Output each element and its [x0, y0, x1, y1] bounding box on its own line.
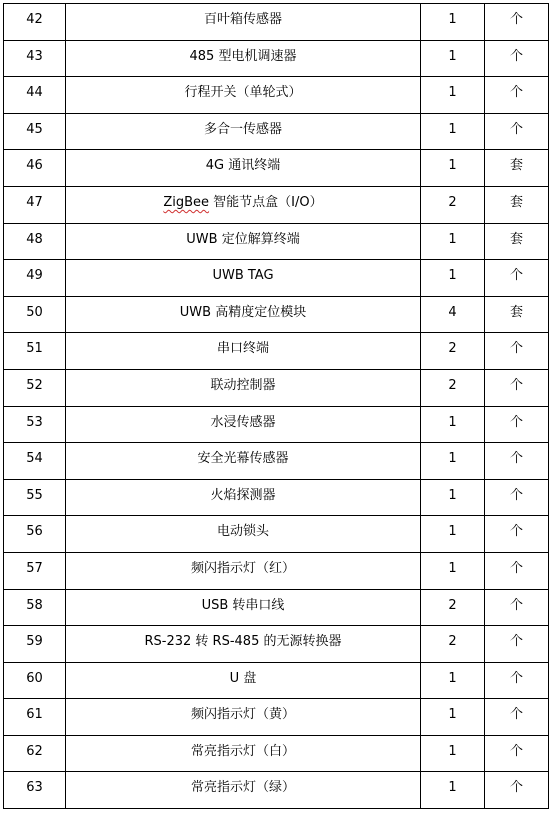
row-number: 52: [4, 369, 66, 406]
item-quantity: 2: [421, 333, 485, 370]
item-unit: 个: [485, 552, 549, 589]
item-name: U 盘: [66, 662, 421, 699]
row-number: 51: [4, 333, 66, 370]
row-number: 48: [4, 223, 66, 260]
table-row: [4, 735, 549, 772]
row-number: 58: [4, 589, 66, 626]
table-row: [4, 406, 549, 443]
item-unit: 个: [485, 699, 549, 736]
item-quantity: 1: [421, 443, 485, 480]
item-quantity: 1: [421, 699, 485, 736]
item-quantity: 1: [421, 735, 485, 772]
item-name: 频闪指示灯（黄）: [66, 699, 421, 736]
row-number: 57: [4, 552, 66, 589]
item-unit: 个: [485, 589, 549, 626]
item-unit: 个: [485, 735, 549, 772]
row-number: 54: [4, 443, 66, 480]
item-quantity: 1: [421, 4, 485, 41]
item-unit: 个: [485, 772, 549, 809]
row-number: 45: [4, 113, 66, 150]
table-row: [4, 333, 549, 370]
item-name: 485 型电机调速器: [66, 40, 421, 77]
item-quantity: 1: [421, 552, 485, 589]
item-quantity: 1: [421, 516, 485, 553]
row-number: 63: [4, 772, 66, 809]
item-quantity: 2: [421, 589, 485, 626]
table-row: [4, 4, 549, 41]
item-unit: 个: [485, 662, 549, 699]
table-row: [4, 699, 549, 736]
table-row: [4, 589, 549, 626]
spellcheck-flagged-word: ZigBee: [163, 194, 210, 210]
row-number: 62: [4, 735, 66, 772]
row-number: 43: [4, 40, 66, 77]
item-quantity: 2: [421, 626, 485, 663]
item-unit: 个: [485, 479, 549, 516]
item-name: UWB TAG: [66, 260, 421, 297]
equipment-table: [3, 3, 549, 809]
item-name: RS-232 转 RS-485 的无源转换器: [66, 626, 421, 663]
table-row: [4, 369, 549, 406]
item-quantity: 1: [421, 479, 485, 516]
item-unit: 个: [485, 369, 549, 406]
item-unit: 个: [485, 77, 549, 114]
item-name: 多合一传感器: [66, 113, 421, 150]
item-quantity: 1: [421, 406, 485, 443]
table-row: [4, 113, 549, 150]
row-number: 46: [4, 150, 66, 187]
row-number: 44: [4, 77, 66, 114]
row-number: 42: [4, 4, 66, 41]
item-unit: 个: [485, 40, 549, 77]
item-name: 频闪指示灯（红）: [66, 552, 421, 589]
table-row: [4, 77, 549, 114]
item-name: 电动锁头: [66, 516, 421, 553]
item-name: 常亮指示灯（绿）: [66, 772, 421, 809]
item-name: 常亮指示灯（白）: [66, 735, 421, 772]
row-number: 61: [4, 699, 66, 736]
row-number: 55: [4, 479, 66, 516]
row-number: 53: [4, 406, 66, 443]
item-unit: 套: [485, 150, 549, 187]
table-row: [4, 150, 549, 187]
item-quantity: 1: [421, 772, 485, 809]
item-unit: 个: [485, 516, 549, 553]
table-row: [4, 296, 549, 333]
table-row: [4, 443, 549, 480]
item-unit: 个: [485, 4, 549, 41]
row-number: 50: [4, 296, 66, 333]
item-unit: 个: [485, 406, 549, 443]
item-unit: 个: [485, 113, 549, 150]
item-quantity: 1: [421, 223, 485, 260]
item-name: 串口终端: [66, 333, 421, 370]
item-name: USB 转串口线: [66, 589, 421, 626]
table-row: [4, 626, 549, 663]
item-quantity: 1: [421, 662, 485, 699]
item-unit: 个: [485, 333, 549, 370]
item-unit: 套: [485, 296, 549, 333]
table-row: [4, 516, 549, 553]
table-row: [4, 772, 549, 809]
item-unit: 套: [485, 186, 549, 223]
item-name: 行程开关（单轮式）: [66, 77, 421, 114]
item-unit: 个: [485, 260, 549, 297]
table-row: [4, 260, 549, 297]
item-quantity: 2: [421, 369, 485, 406]
row-number: 47: [4, 186, 66, 223]
item-quantity: 1: [421, 150, 485, 187]
table-row: [4, 223, 549, 260]
table-row: [4, 40, 549, 77]
item-quantity: 1: [421, 40, 485, 77]
table-row: [4, 479, 549, 516]
item-unit: 个: [485, 626, 549, 663]
item-name: 安全光幕传感器: [66, 443, 421, 480]
row-number: 49: [4, 260, 66, 297]
item-quantity: 1: [421, 77, 485, 114]
row-number: 60: [4, 662, 66, 699]
item-name: 4G 通讯终端: [66, 150, 421, 187]
item-unit: 个: [485, 443, 549, 480]
item-quantity: 1: [421, 113, 485, 150]
item-quantity: 1: [421, 260, 485, 297]
row-number: 59: [4, 626, 66, 663]
table-row: [4, 662, 549, 699]
item-unit: 套: [485, 223, 549, 260]
item-name: 水浸传感器: [66, 406, 421, 443]
item-name: UWB 定位解算终端: [66, 223, 421, 260]
item-name: 百叶箱传感器: [66, 4, 421, 41]
item-name: 火焰探测器: [66, 479, 421, 516]
item-name: [66, 186, 421, 223]
table-row: [4, 552, 549, 589]
item-quantity: 2: [421, 186, 485, 223]
item-name-rest: 智能节点盒（I/O）: [209, 194, 323, 210]
item-name: UWB 高精度定位模块: [66, 296, 421, 333]
item-quantity: 4: [421, 296, 485, 333]
item-name: 联动控制器: [66, 369, 421, 406]
table-row: [4, 186, 549, 223]
row-number: 56: [4, 516, 66, 553]
